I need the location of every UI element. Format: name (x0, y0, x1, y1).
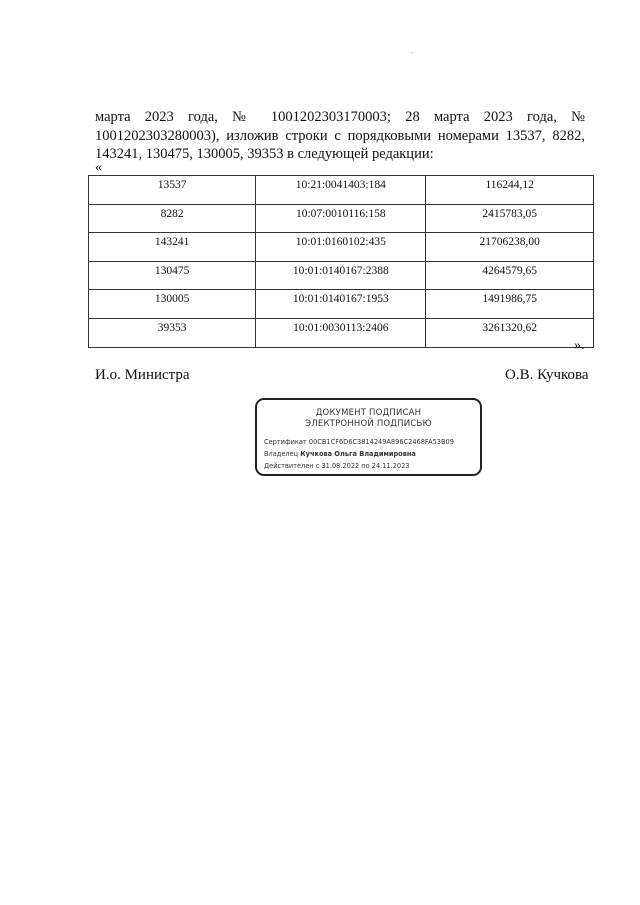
cadastral-number-cell: 10:01:0140167:1953 (256, 290, 426, 319)
stamp-header-line2: ЭЛЕКТРОННОЙ ПОДПИСЬЮ (305, 419, 432, 429)
owner-value: Кучкова Ольга Владимировна (300, 450, 416, 458)
table-row (89, 204, 594, 233)
stamp-validity-row (264, 462, 410, 470)
table-row (89, 233, 594, 262)
row-number-cell: 39353 (89, 318, 256, 347)
cadastral-number-cell: 10:01:0140167:2388 (256, 261, 426, 290)
certificate-value: 00CB1CF6D6C3814249A896C2468FA53B09 (308, 438, 454, 446)
row-number-cell: 13537 (89, 176, 256, 205)
electronic-signature-stamp (255, 398, 482, 476)
cadastral-number-cell: 10:01:0160102:435 (256, 233, 426, 262)
validity-value: с 31.08.2022 по 24.11.2023 (315, 462, 410, 470)
value-cell: 21706238,00 (426, 233, 594, 262)
row-number-cell: 130005 (89, 290, 256, 319)
certificate-label: Сертификат (264, 438, 307, 446)
table-row (89, 318, 594, 347)
paragraph-line: 143241, 130475, 130005, 39353 в следующей редакции: (95, 146, 434, 163)
table-row (89, 290, 594, 319)
table-row (89, 176, 594, 205)
value-cell: 1491986,75 (426, 290, 594, 319)
cadastral-number-cell: 10:21:0041403:184 (256, 176, 426, 205)
closing-quote: ». (574, 338, 585, 353)
value-cell: 2415783,05 (426, 204, 594, 233)
table-row (89, 261, 594, 290)
validity-label: Действителен (264, 462, 314, 470)
stamp-certificate-row (264, 438, 454, 446)
value-cell: 3261320,62 (426, 318, 594, 347)
signer-name: О.В. Кучкова (505, 367, 589, 383)
cadastral-table (88, 175, 594, 348)
value-cell: 116244,12 (426, 176, 594, 205)
owner-label: Владелец (264, 450, 299, 458)
body-paragraph (95, 108, 585, 164)
value-cell: 4264579,65 (426, 261, 594, 290)
cadastral-number-cell: 10:07:0010116:158 (256, 204, 426, 233)
paragraph-line: марта 2023 года, № 1001202303170003; 28 марта 2023 года, № (95, 109, 585, 125)
cadastral-number-cell: 10:01:0030113:2406 (256, 318, 426, 347)
paragraph-line: 1001202303280003), изложив строки с порядковыми номерами 13537, 8282, (95, 127, 585, 144)
row-number-cell: 130475 (89, 261, 256, 290)
row-number-cell: 143241 (89, 233, 256, 262)
stray-mark: . (411, 46, 413, 55)
stamp-owner-row (264, 450, 416, 458)
row-number-cell: 8282 (89, 204, 256, 233)
signer-title: И.о. Министра (95, 367, 190, 383)
stamp-header-line1: ДОКУМЕНТ ПОДПИСАН (315, 408, 422, 418)
opening-quote: « (95, 160, 102, 175)
